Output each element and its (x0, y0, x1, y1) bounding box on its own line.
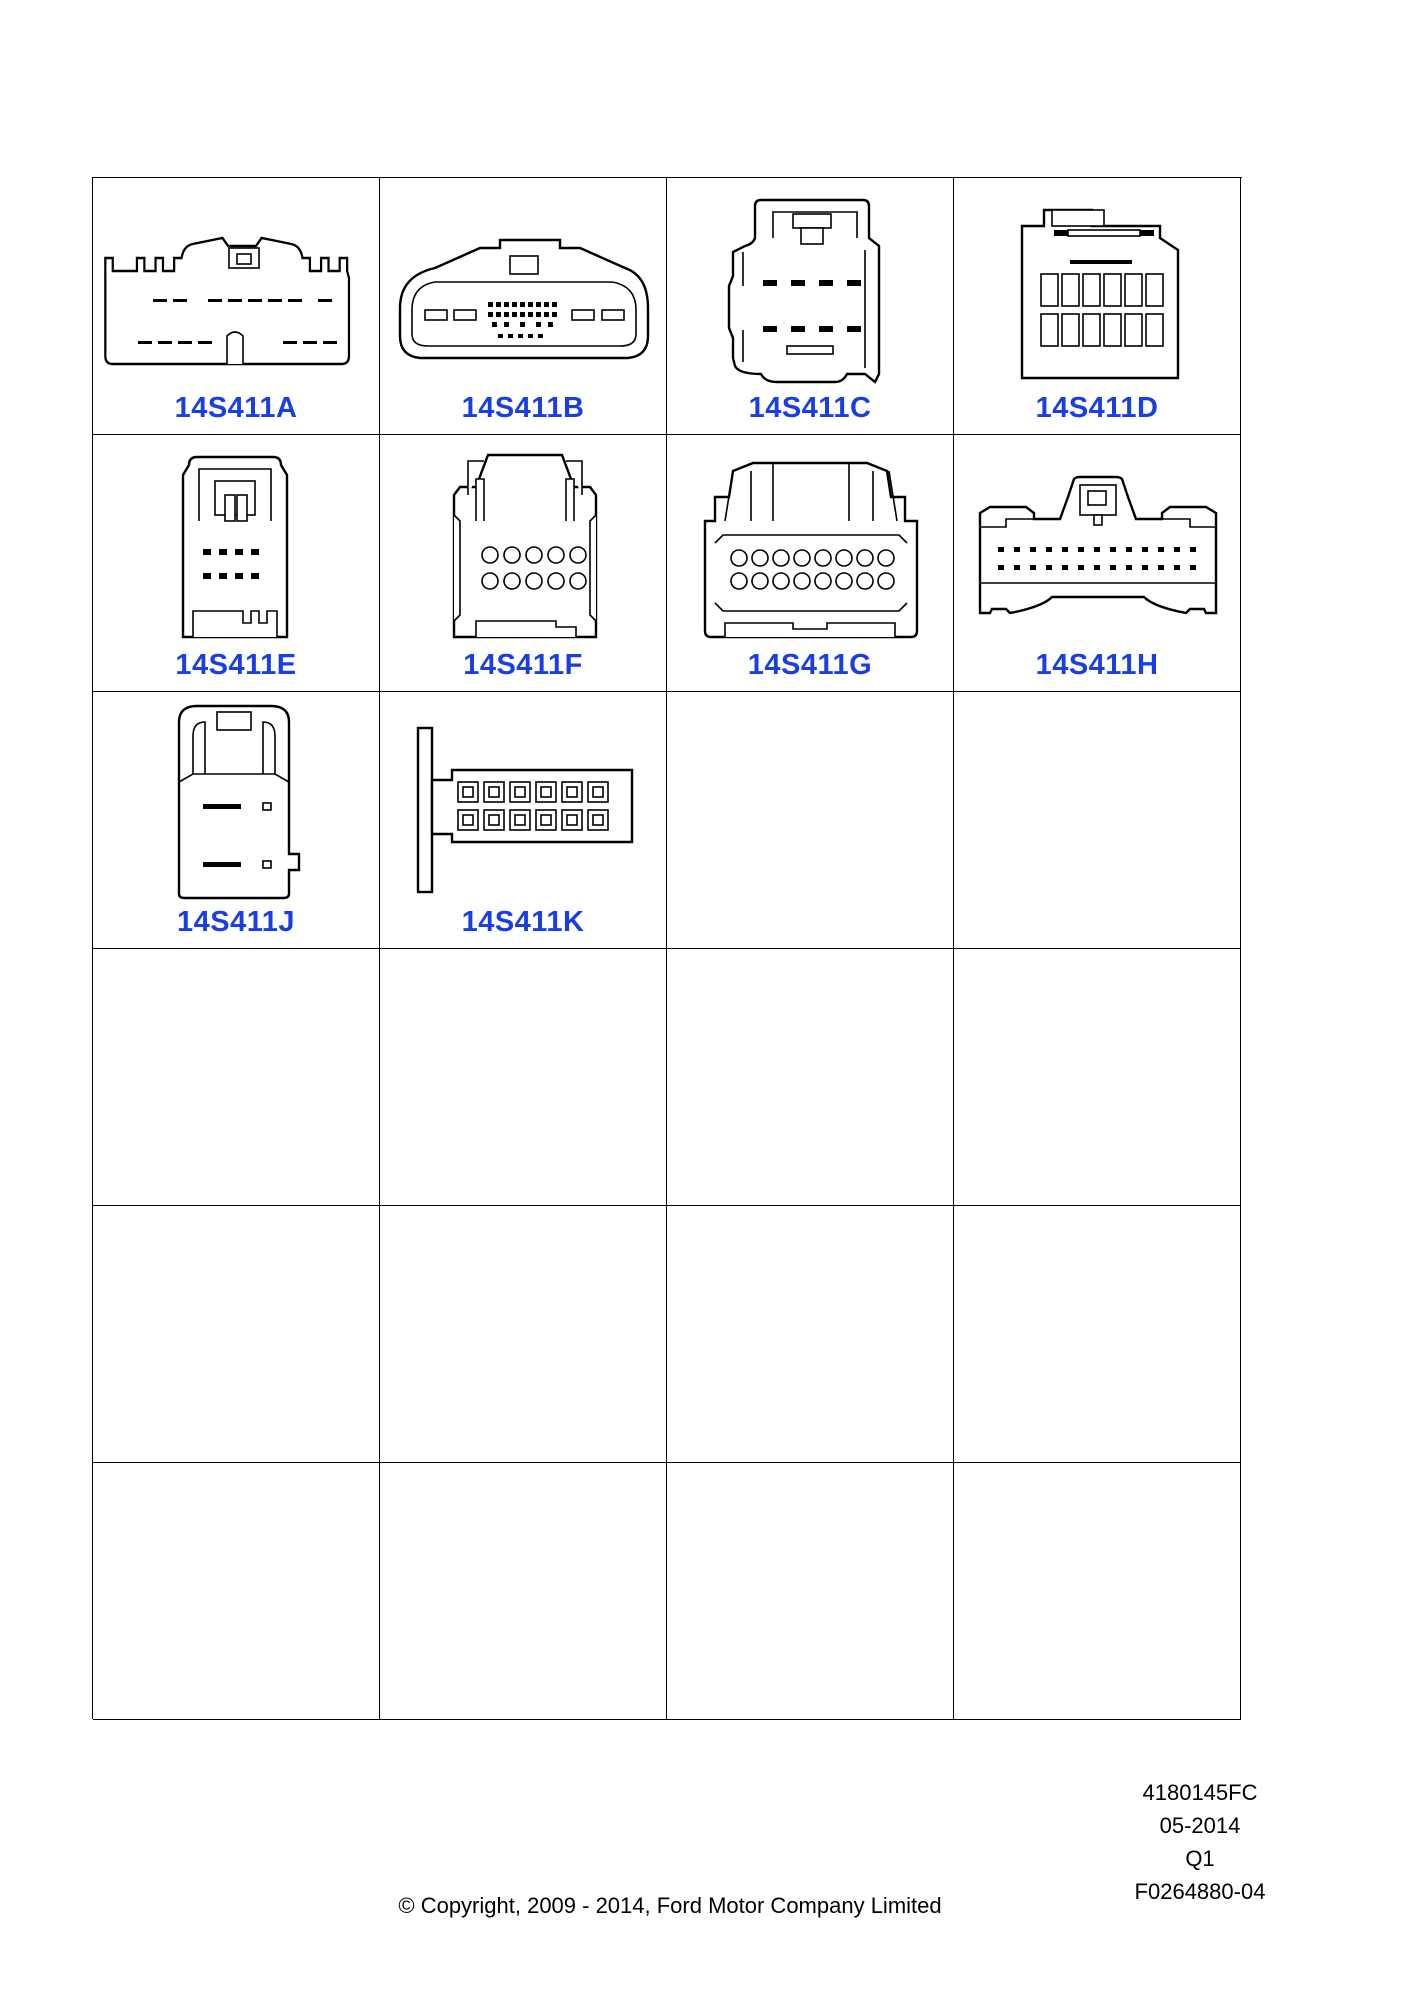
connector-label-h: 14S411H (1035, 649, 1159, 681)
empty-cell (380, 1463, 667, 1720)
connector-label-b: 14S411B (461, 392, 585, 424)
connector-cell-b (380, 178, 667, 435)
connector-cell-h (954, 435, 1241, 692)
empty-cell (667, 1463, 954, 1720)
empty-cell (380, 1206, 667, 1463)
connector-j-drawing (93, 692, 380, 912)
connector-d-drawing (954, 178, 1241, 398)
connector-h-drawing (954, 435, 1241, 655)
connector-label-f: 14S411F (463, 649, 583, 681)
connector-cell-e (93, 435, 380, 692)
copyright-notice: © Copyright, 2009 - 2014, Ford Motor Company Limited (398, 1893, 942, 1918)
connector-cell-k (380, 692, 667, 949)
document-date: 05-2014 (1159, 1813, 1241, 1838)
connector-c-drawing (667, 178, 954, 398)
empty-cell (93, 1463, 380, 1720)
connector-label-g: 14S411G (747, 649, 873, 681)
document-quarter: Q1 (1185, 1846, 1215, 1871)
empty-cell (954, 692, 1241, 949)
connector-label-c: 14S411C (748, 392, 872, 424)
connector-cell-a (93, 178, 380, 435)
connector-label-a: 14S411A (174, 392, 298, 424)
document-ref: 4180145FC (1142, 1780, 1258, 1805)
connector-grid (92, 177, 1242, 1719)
connector-label-d: 14S411D (1035, 392, 1159, 424)
connector-a-drawing (93, 178, 380, 398)
connector-k-drawing (380, 692, 667, 912)
connector-e-drawing (93, 435, 380, 655)
connector-label-e: 14S411E (175, 649, 297, 681)
connector-label-j: 14S411J (176, 906, 295, 938)
empty-cell (954, 1463, 1241, 1720)
empty-cell (667, 692, 954, 949)
connector-cell-c (667, 178, 954, 435)
empty-cell (93, 949, 380, 1206)
empty-cell (954, 949, 1241, 1206)
connector-cell-j (93, 692, 380, 949)
empty-cell (667, 949, 954, 1206)
empty-cell (380, 949, 667, 1206)
figure-number: F0264880-04 (1134, 1879, 1266, 1904)
connector-label-k: 14S411K (461, 906, 585, 938)
empty-cell (667, 1206, 954, 1463)
connector-b-drawing (380, 178, 667, 398)
connector-cell-d (954, 178, 1241, 435)
connector-cell-f (380, 435, 667, 692)
connector-cell-g (667, 435, 954, 692)
connector-g-drawing (667, 435, 954, 655)
connector-f-drawing (380, 435, 667, 655)
empty-cell (93, 1206, 380, 1463)
empty-cell (954, 1206, 1241, 1463)
